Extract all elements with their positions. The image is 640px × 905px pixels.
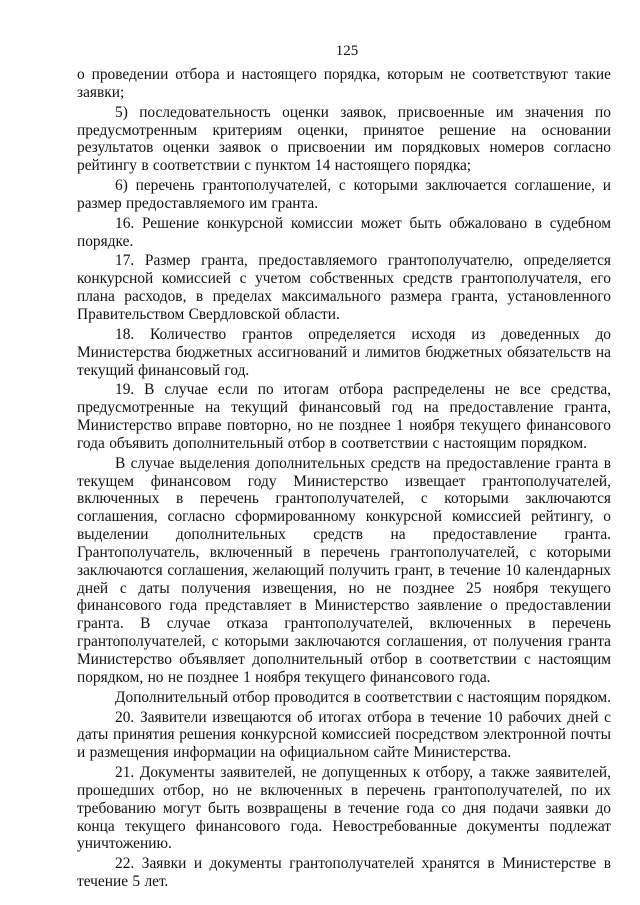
paragraph-continuation: о проведении отбора и настоящего порядка, которым не соответствуют такие заявки; — [77, 66, 611, 101]
paragraph-clause-22: 22. Заявки и документы грантополучателей хранятся в Министерстве в течение 5 лет. — [77, 855, 611, 891]
paragraph-item-6: 6) перечень грантополучателей, с которыми заключается соглашение, и размер предоставляемого им гранта. — [77, 177, 611, 212]
paragraph-additional-selection: Дополнительный отбор проводится в соответствии с настоящим порядком. — [115, 688, 611, 706]
paragraph-clause-20: 20. Заявители извещаются об итогах отбора в течение 10 рабочих дней с даты принятия решения конкурсной комиссией посредством электронной почты и размещения информации на официальном сайте Министерства. — [77, 708, 611, 762]
paragraph-clause-18: 18. Количество грантов определяется исходя из доведенных до Министерства бюджетных ассигнований и лимитов бюджетных обязательств на текущий финансовый год. — [77, 325, 611, 379]
page-number: 125 — [335, 43, 359, 59]
paragraph-additional-funds: В случае выделения дополнительных средств на предоставление гранта в текущем финансовом году Министерство извещает грантополучателей, включенных в перечень грантополучателей, с которыми заключаются соглашения, согласно сформированному конкурсной комиссией рейтингу, о выделении дополнительных средств на предоставление гранта. Грантополучатель, включенный в перечень грантополучателей, с которыми заключаются соглашения, желающий получить грант, в течение 10 календарных дней с даты получения извещения, но не позднее 25 ноября текущего финансового года представляет в Министерство заявление о предоставлении гранта. В случае отказа грантополучателей, включенных в перечень грантополучателей, с которыми заключаются соглашения, от получения гранта Министерство объявляет дополнительный отбор в соответствии с настоящим порядком, но не позднее 1 ноября текущего финансового года. — [77, 454, 611, 686]
paragraph-clause-17: 17. Размер гранта, предоставляемого грантополучателю, определяется конкурсной комиссией с учетом собственных средств грантополучателя, его плана расходов, в пределах максимального размера гранта, установленного Правительством Свердловской области. — [77, 252, 611, 323]
document-page — [77, 42, 611, 893]
paragraph-item-5: 5) последовательность оценки заявок, присвоенные им значения по предусмотренным критериям оценки, принятое решение на основании результатов оценки заявок о присвоении им порядковых номеров согласно рейтингу в соответствии с пунктом 14 настоящего порядка; — [77, 103, 611, 175]
paragraph-clause-21: 21. Документы заявителей, не допущенных к отбору, а также заявителей, прошедших отбор, но не включенных в перечень грантополучателей, по их требованию могут быть возвращены в течение года со дня подачи заявки до конца текущего финансового года. Невостребованные документы подлежат уничтожению. — [77, 764, 611, 853]
paragraph-clause-19: 19. В случае если по итогам отбора распределены не все средства, предусмотренные на текущий финансовый год на предоставление гранта, Министерство вправе повторно, но не позднее 1 ноября текущего финансового года объявить дополнительный отбор в соответствии с настоящим порядком. — [77, 381, 611, 452]
paragraph-clause-16: 16. Решение конкурсной комиссии может быть обжаловано в судебном порядке. — [77, 214, 611, 250]
